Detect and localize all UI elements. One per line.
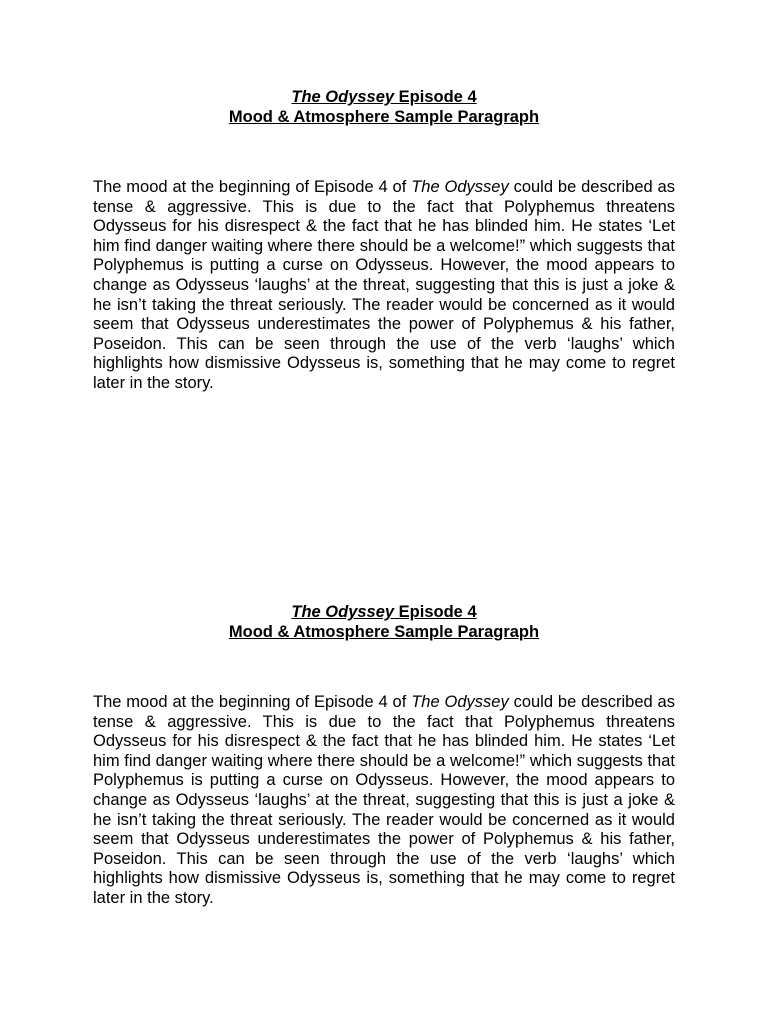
paragraph-text-rest: could be described as tense & aggressive. This is due to the fact that Polyphemus threatens Odysseus for his disrespect & the fact that he has blinded him. He states ‘Let him find danger waiting where there should be a welcome!” which suggests that Polyphemus is putting a curse on Odysseus. However, the mood appears to change as Odysseus ‘laughs’ at the threat, suggesting that this is just a joke & he isn’t taking the threat seriously. The reader would be concerned as it would seem that Odysseus underestimates the power of Polyphemus & his father, Poseidon. This can be seen through the use of the verb ‘laughs’ which highlights how dismissive Odysseus is, something that he may come to regret later in the story. <box>93 693 675 907</box>
heading-subtitle: Mood & Atmosphere Sample Paragraph <box>228 623 540 641</box>
heading-title <box>93 602 675 622</box>
block-heading <box>93 602 675 642</box>
heading-title-italic: The Odyssey <box>291 88 395 106</box>
paragraph-text-rest: could be described as tense & aggressive. This is due to the fact that Polyphemus threatens Odysseus for his disrespect & the fact that he has blinded him. He states ‘Let him find danger waiting where there should be a welcome!” which suggests that Polyphemus is putting a curse on Odysseus. However, the mood appears to change as Odysseus ‘laughs’ at the threat, suggesting that this is just a joke & he isn’t taking the threat seriously. The reader would be concerned as it would seem that Odysseus underestimates the power of Polyphemus & his father, Poseidon. This can be seen through the use of the verb ‘laughs’ which highlights how dismissive Odysseus is, something that he may come to regret later in the story. <box>93 178 675 392</box>
paragraph-italic-title: The Odyssey <box>411 178 509 196</box>
heading-title-rest: Episode 4 <box>394 88 477 106</box>
heading-title-italic: The Odyssey <box>291 603 395 621</box>
heading-title-rest: Episode 4 <box>394 603 477 621</box>
heading-subtitle: Mood & Atmosphere Sample Paragraph <box>228 108 540 126</box>
sample-paragraph <box>93 178 675 394</box>
sample-paragraph <box>93 693 675 909</box>
paragraph-text-start: The mood at the beginning of Episode 4 of <box>93 178 412 196</box>
paragraph-text-start: The mood at the beginning of Episode 4 of <box>93 693 412 711</box>
sample-block-2 <box>93 602 675 909</box>
heading-title <box>93 87 675 107</box>
block-heading <box>93 87 675 127</box>
paragraph-italic-title: The Odyssey <box>411 693 509 711</box>
sample-block-1 <box>93 87 675 394</box>
